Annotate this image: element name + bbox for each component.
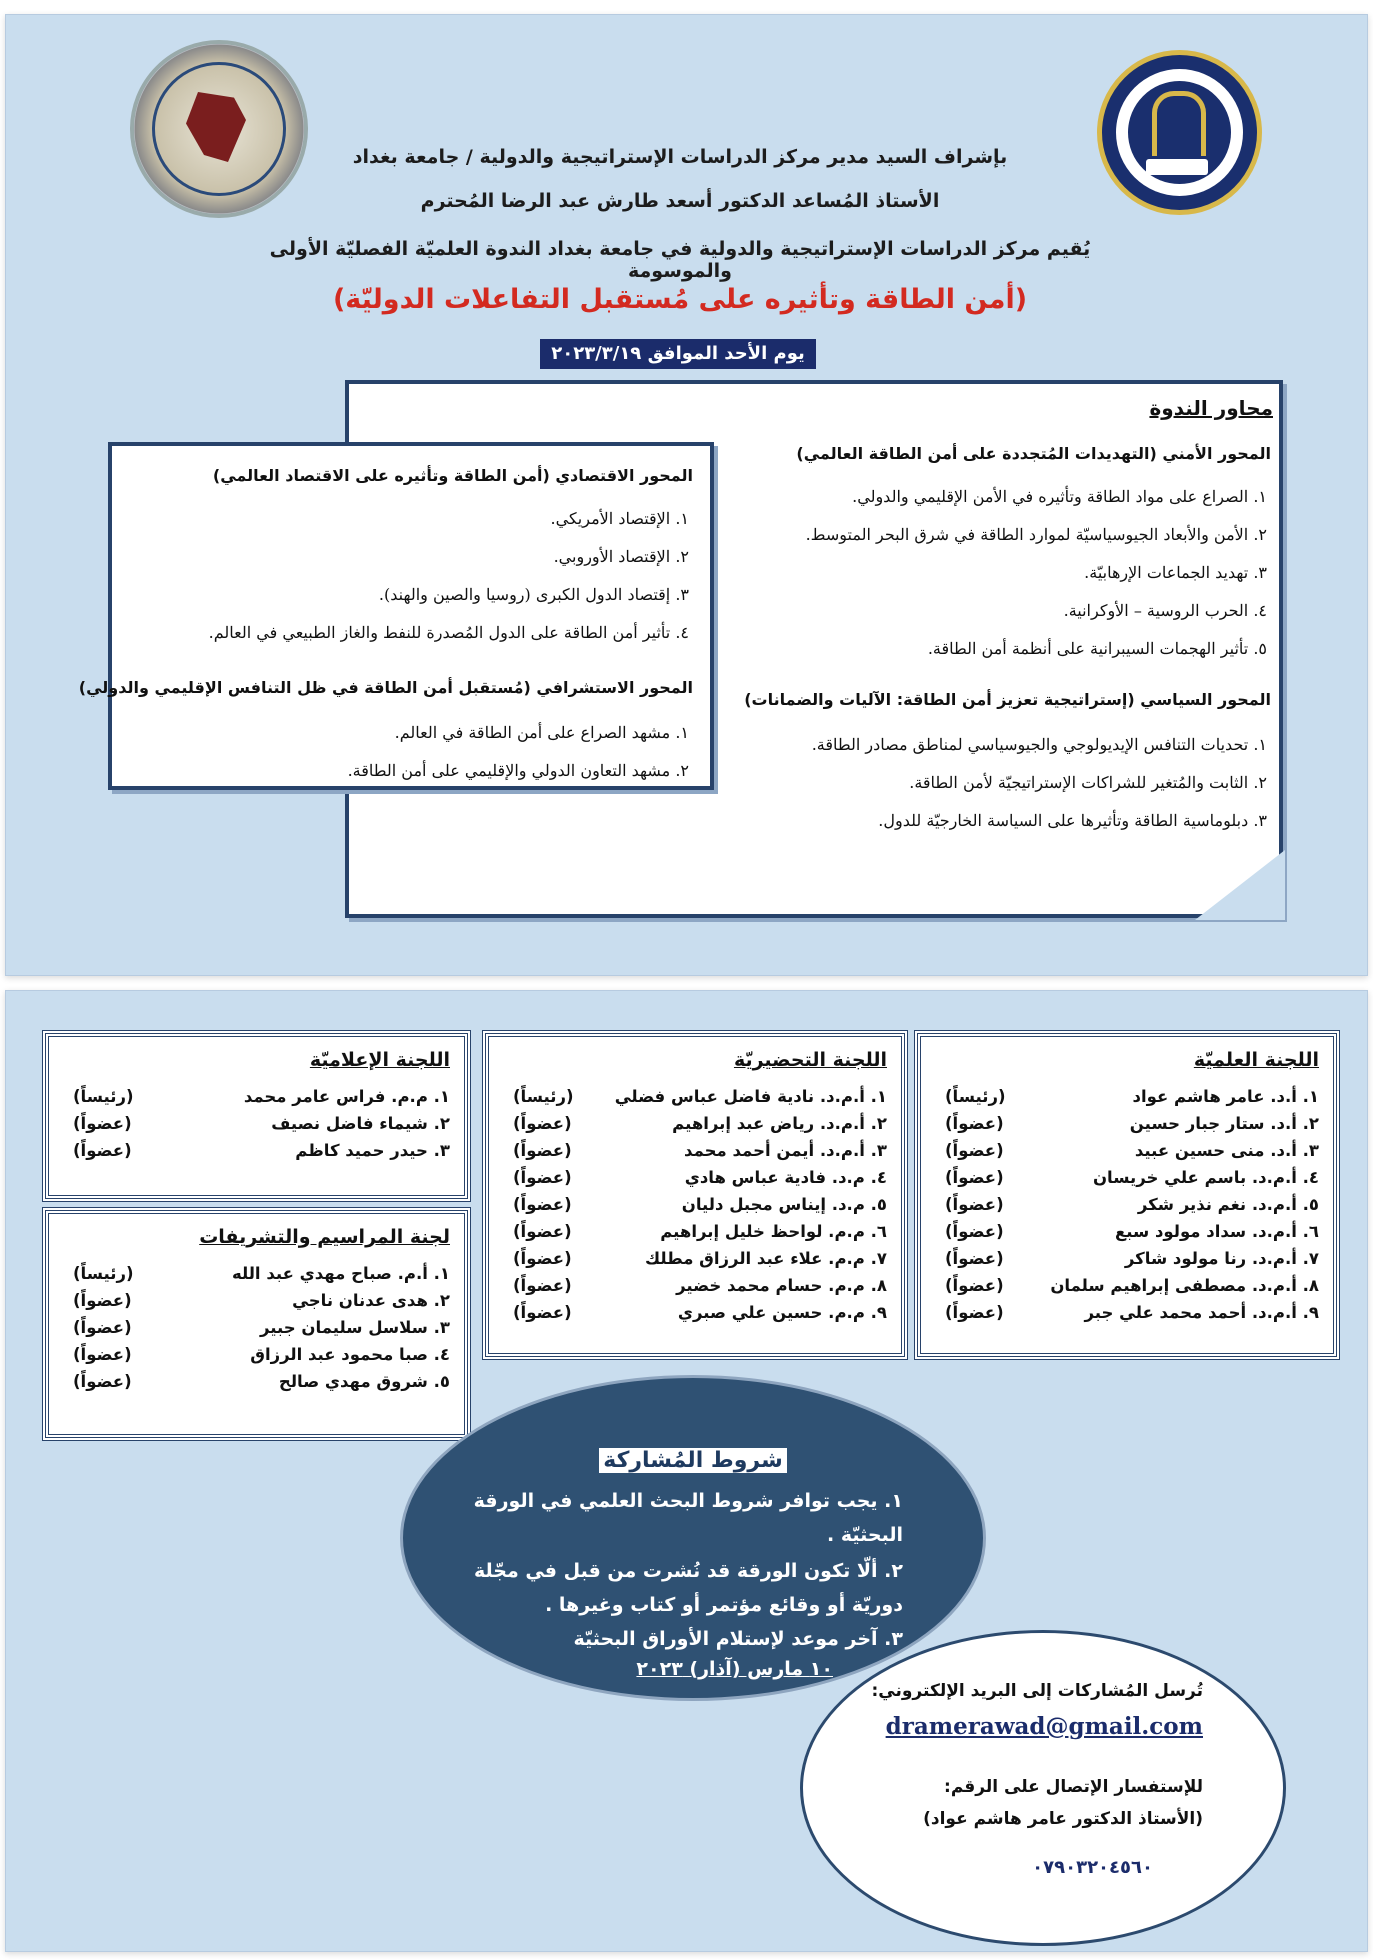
participation-conditions [400,1375,986,1701]
member-role: (عضواً) [513,1141,572,1160]
scientific-committee-box [917,1033,1337,1357]
member-name: ٤. أ.م.د. باسم علي خريسان [1092,1168,1319,1187]
table-row [503,1249,887,1276]
member-name: ٤. م.د. فادية عباس هادي [684,1168,887,1187]
condition-line: البحثيّة . [827,1524,903,1546]
economic-axis-title: المحور الاقتصادي (أمن الطاقة وتأثيره على الاقتصاد العالمي) [212,466,693,485]
table-row [503,1141,887,1168]
member-name: ٣. أ.م.د. أيمن أحمد محمد [684,1141,887,1160]
preparatory-committee-box [485,1033,905,1357]
member-role: (عضواً) [513,1249,572,1268]
list-item: ٢. الثابت والمُتغير للشراكات الإستراتيجيّة لأمن الطاقة. [909,773,1267,792]
email-link[interactable]: dramerawad@gmail.com [885,1713,1203,1740]
table-row [935,1303,1319,1330]
table-row [935,1114,1319,1141]
table-row [935,1195,1319,1222]
table-row [503,1303,887,1330]
member-name: ٥. شروق مهدي صالح [278,1372,450,1391]
member-name: ٦. م.م. لواحظ خليل إبراهيم [660,1222,887,1241]
committee-title: اللجنة الإعلاميّة [309,1049,450,1071]
table-row [63,1141,450,1168]
header-line-1: بإشراف السيد مدير مركز الدراسات الإستراتيجية والدولية / جامعة بغداد [352,146,1008,168]
political-axis-list [812,726,1267,840]
contact-person: (الأستاذ الدكتور عامر هاشم عواد) [923,1809,1203,1829]
member-name: ١. أ.م. صباح مهدي عبد الله [231,1264,450,1283]
list-item: ٣. دبلوماسية الطاقة وتأثيرها على السياسة الخارجيّة للدول. [878,811,1267,830]
table-row [63,1372,450,1399]
member-role: (عضواً) [513,1195,572,1214]
contact-info [800,1630,1286,1946]
list-item: ٥. تأثير الهجمات السيبرانية على أنظمة أمن الطاقة. [927,639,1267,658]
committee-title: اللجنة التحضيريّة [733,1049,887,1071]
committee-title: لجنة المراسيم والتشريفات [199,1226,450,1248]
member-role: (عضواً) [73,1372,132,1391]
media-committee-box [45,1033,468,1199]
member-name: ٢. أ.د. ستار جبار حسين [1129,1114,1319,1133]
table-row [63,1087,450,1114]
list-item: ٢. مشهد التعاون الدولي والإقليمي على أمن الطاقة. [347,761,689,780]
member-name: ٧. م.م. علاء عبد الرزاق مطلك [645,1249,887,1268]
security-axis-list [806,478,1267,668]
member-name: ٢. أ.م.د. رياض عبد إبراهيم [672,1114,887,1133]
member-role: (عضواً) [513,1276,572,1295]
table-row [503,1114,887,1141]
table-row [935,1222,1319,1249]
condition-line: دوريّة أو وقائع مؤتمر أو كتاب وغيرها . [545,1594,903,1616]
member-role: (عضواً) [945,1249,1004,1268]
member-role: (عضواً) [945,1168,1004,1187]
member-name: ٤. صبا محمود عبد الرزاق [250,1345,450,1364]
member-name: ٩. أ.م.د. أحمد محمد علي جبر [1084,1303,1319,1322]
member-name: ٦. أ.م.د. سداد مولود سبع [1114,1222,1319,1241]
header-line-2: الأستاذ المُساعد الدكتور أسعد طارش عبد الرضا المُحترم [420,190,940,212]
member-role: (عضواً) [513,1114,572,1133]
list-item: ٣. تهديد الجماعات الإرهابيّة. [1084,563,1267,582]
member-name: ١. أ.م.د. نادية فاضل عباس فضلي [614,1087,887,1106]
conditions-title: شروط المُشاركة [599,1448,787,1473]
member-role: (عضواً) [945,1276,1004,1295]
table-row [63,1264,450,1291]
list-item: ١. مشهد الصراع على أمن الطاقة في العالم. [394,723,689,742]
member-role: (عضواً) [73,1318,132,1337]
list-item: ٣. إقتصاد الدول الكبرى (روسيا والصين والهند). [378,585,689,604]
member-role: (عضواً) [513,1222,572,1241]
symposium-title: (أمن الطاقة وتأثيره على مُستقبل التفاعلات الدوليّة) [332,284,1028,315]
phone-number[interactable]: ٠٧٩٠٣٢٠٤٥٦٠ [1032,1857,1153,1878]
date-banner: يوم الأحد الموافق ٢٠٢٣/٣/١٩ [540,339,816,369]
member-name: ٨. م.م. حسام محمد خضير [676,1276,887,1295]
member-name: ٣. سلاسل سليمان جبير [260,1318,450,1337]
table-row [63,1345,450,1372]
foresight-axis-title: المحور الاستشرافي (مُستقبل أمن الطاقة في ظل التنافس الإقليمي والدولي) [78,678,693,697]
table-row [935,1276,1319,1303]
list-item: ١. الصراع على مواد الطاقة وتأثيره في الأمن الإقليمي والدولي. [852,487,1267,506]
member-name: ٩. م.م. حسين علي صبري [677,1303,887,1322]
condition-line: ٢. ألّا تكون الورقة قد نُشرت من قبل في مجّلة [473,1560,903,1582]
member-role: (عضواً) [945,1222,1004,1241]
list-item: ٤. الحرب الروسية – الأوكرانية. [1063,601,1267,620]
member-role: (عضواً) [513,1168,572,1187]
member-role: (عضواً) [73,1141,132,1160]
header-line-3: يُقيم مركز الدراسات الإستراتيجية والدولية في جامعة بغداد الندوة العلميّة الفصليّة الأولى والموسومة [269,238,1091,282]
political-axis-title: المحور السياسي (إستراتيجية تعزيز أمن الطاقة: الآليات والضمانات) [744,690,1271,709]
table-row [503,1195,887,1222]
member-name: ٢. شيماء فاضل نصيف [271,1114,450,1133]
member-role: (رئيساً) [945,1087,1006,1106]
list-item: ١. تحديات التنافس الإيديولوجي والجيوسياسي لمناطق مصادر الطاقة. [811,735,1267,754]
table-row [503,1276,887,1303]
member-name: ٥. م.د. إيناس مجبل دليان [681,1195,887,1214]
member-role: (عضواً) [945,1141,1004,1160]
member-role: (رئيساً) [73,1264,134,1283]
table-row [503,1222,887,1249]
table-row [63,1291,450,1318]
inquiry-label: للإستفسار الإتصال على الرقم: [944,1777,1203,1797]
member-name: ٣. حيدر حميد كاظم [295,1141,450,1160]
protocol-committee-box [45,1210,468,1438]
committee-title: اللجنة العلميّة [1193,1049,1319,1071]
table-row [63,1318,450,1345]
table-row [935,1141,1319,1168]
member-name: ١. أ.د. عامر هاشم عواد [1132,1087,1319,1106]
axes-heading: محاور الندوة [1149,396,1273,420]
member-name: ٧. أ.م.د. رنا مولود شاكر [1124,1249,1319,1268]
member-name: ٢. هدى عدنان ناجي [292,1291,450,1310]
member-role: (رئيساً) [513,1087,574,1106]
member-role: (عضواً) [513,1303,572,1322]
send-label: تُرسل المُشاركات إلى البريد الإلكتروني: [871,1681,1203,1701]
table-row [503,1168,887,1195]
list-item: ٢. الأمن والأبعاد الجيوسياسيّة لموارد الطاقة في شرق البحر المتوسط. [805,525,1267,544]
table-row [935,1168,1319,1195]
member-name: ١. م.م. فراس عامر محمد [243,1087,450,1106]
member-role: (عضواً) [945,1114,1004,1133]
table-row [935,1087,1319,1114]
member-name: ٣. أ.د. منى حسين عبيد [1134,1141,1319,1160]
security-axis-title: المحور الأمني (التهديدات المُتجددة على أمن الطاقة العالمي) [796,444,1271,463]
table-row [503,1087,887,1114]
member-role: (رئيساً) [73,1087,134,1106]
foresight-axis-list [348,714,689,790]
condition-line: ١. يجب توافر شروط البحث العلمي في الورقة [473,1490,903,1512]
member-role: (عضواً) [73,1345,132,1364]
list-item: ١. الإقتصاد الأمريكي. [550,509,689,528]
list-item: ٤. تأثير أمن الطاقة على الدول المُصدرة للنفط والغاز الطبيعي في العالم. [208,623,689,642]
member-role: (عضواً) [945,1303,1004,1322]
member-role: (عضواً) [945,1195,1004,1214]
member-name: ٨. أ.م.د. مصطفى إبراهيم سلمان [1050,1276,1319,1295]
table-row [63,1114,450,1141]
member-name: ٥. أ.م.د. نغم نذير شكر [1137,1195,1319,1214]
economic-axis-list [209,500,689,652]
member-role: (عضواً) [73,1114,132,1133]
deadline: ١٠ مارس (آذار) ٢٠٢٣ [636,1658,833,1680]
list-item: ٢. الإقتصاد الأوروبي. [553,547,689,566]
condition-line: ٣. آخر موعد لإستلام الأوراق البحثيّة [573,1628,903,1650]
member-role: (عضواً) [73,1291,132,1310]
table-row [935,1249,1319,1276]
